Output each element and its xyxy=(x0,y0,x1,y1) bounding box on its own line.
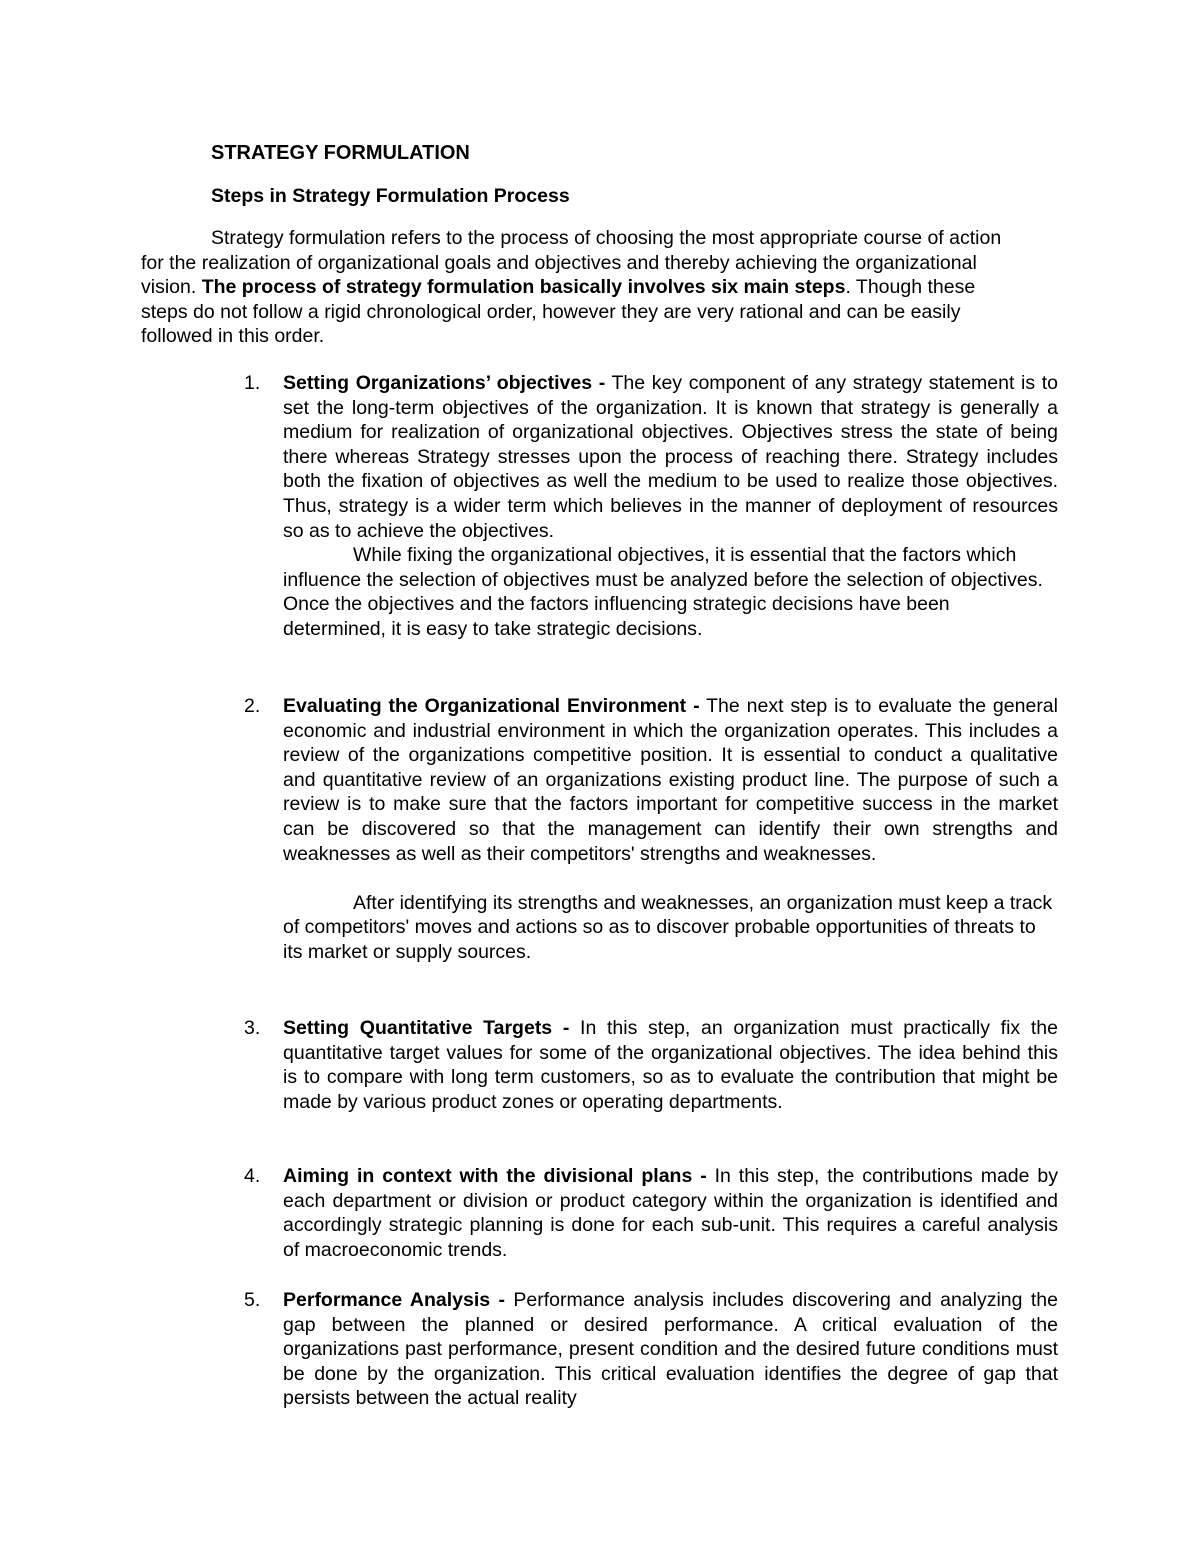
step-title: Setting Organizations’ objectives - xyxy=(283,372,606,394)
step-item-3 xyxy=(244,1016,1058,1114)
step-title: Setting Quantitative Targets - xyxy=(283,1017,570,1039)
step-continuation: While fixing the organizational objectives, it is essential that the factors which influence the selection of objectives must be analyzed before the selection of objectives. Once the objectives and the factors influencing strategic decisions have been determined, it is easy to take strategic decisions. xyxy=(283,544,1043,640)
step-body: The key component of any strategy statement is to set the long-term objectives of the organization. It is known that strategy is generally a medium for realization of organizational objectives. Objectives stress the state of being there whereas Strategy stresses upon the process of reaching there. Strategy includes both the fixation of objectives as well the medium to be used to realize those objectives. Thus, strategy is a wider term which believes in the manner of deployment of resources so as to achieve the objectives. xyxy=(283,372,1058,542)
step-item-2 xyxy=(244,694,1058,965)
step-number: 5. xyxy=(244,1289,261,1311)
step-body: In this step, an organization must practically fix the quantitative target values for some of the organizational objectives. The idea behind this is to compare with long term customers, so as to evaluate the contribution that might be made by various product zones or operating departments. xyxy=(283,1017,1058,1113)
step-title: Performance Analysis - xyxy=(283,1289,505,1311)
step-item-4 xyxy=(244,1164,1058,1262)
step-item-5 xyxy=(244,1288,1058,1411)
step-number: 3. xyxy=(244,1017,261,1039)
step-body: In this step, the contributions made by each department or division or product category within the organization is identified and accordingly strategic planning is done for each sub-unit. This requires a careful analysis of macroeconomic trends. xyxy=(283,1165,1058,1261)
step-body: The next step is to evaluate the general economic and industrial environment in which the organization operates. This includes a review of the organizations competitive position. It is essential to conduct a qualitative and quantitative review of an organizations existing product line. The purpose of such a review is to make sure that the factors important for competitive success in the market can be discovered so that the management can identify their own strengths and weaknesses as well as their competitors' strengths and weaknesses. xyxy=(283,695,1058,865)
step-number: 2. xyxy=(244,695,261,717)
step-paragraph xyxy=(283,1164,1058,1262)
intro-bold-text: The process of strategy formulation basically involves six main steps xyxy=(201,276,846,299)
step-title: Evaluating the Organizational Environment - xyxy=(283,695,700,717)
intro-text-start: Strategy formulation refers to the process of choosing the most appropriate course of action for the realization of organizational goals and objectives and thereby achieving the organizational vision. xyxy=(141,227,1002,299)
step-continuation: After identifying its strengths and weaknesses, an organization must keep a track of competitors' moves and actions so as to discover probable opportunities of threats to its market or supply sources. xyxy=(283,891,1053,963)
page-title: STRATEGY FORMULATION xyxy=(211,142,470,164)
step-paragraph xyxy=(283,1016,1058,1114)
step-number: 1. xyxy=(244,372,261,394)
step-paragraph xyxy=(283,371,1058,543)
step-body: Performance analysis includes discovering and analyzing the gap between the planned or desired performance. A critical evaluation of the organizations past performance, present condition and the desired future conditions must be done by the organization. This critical evaluation identifies the degree of gap that persists between the actual reality xyxy=(283,1289,1058,1410)
step-paragraph xyxy=(283,694,1058,866)
step-item-1 xyxy=(244,371,1058,642)
intro-text-end: . Though these steps do not follow a rigid chronological order, however they are very rational and can be easily followed in this order. xyxy=(141,276,976,348)
intro-paragraph xyxy=(141,226,1026,349)
step-paragraph xyxy=(283,1288,1058,1411)
step-title: Aiming in context with the divisional plans - xyxy=(283,1165,707,1187)
step-number: 4. xyxy=(244,1165,261,1187)
section-subtitle: Steps in Strategy Formulation Process xyxy=(211,185,570,207)
